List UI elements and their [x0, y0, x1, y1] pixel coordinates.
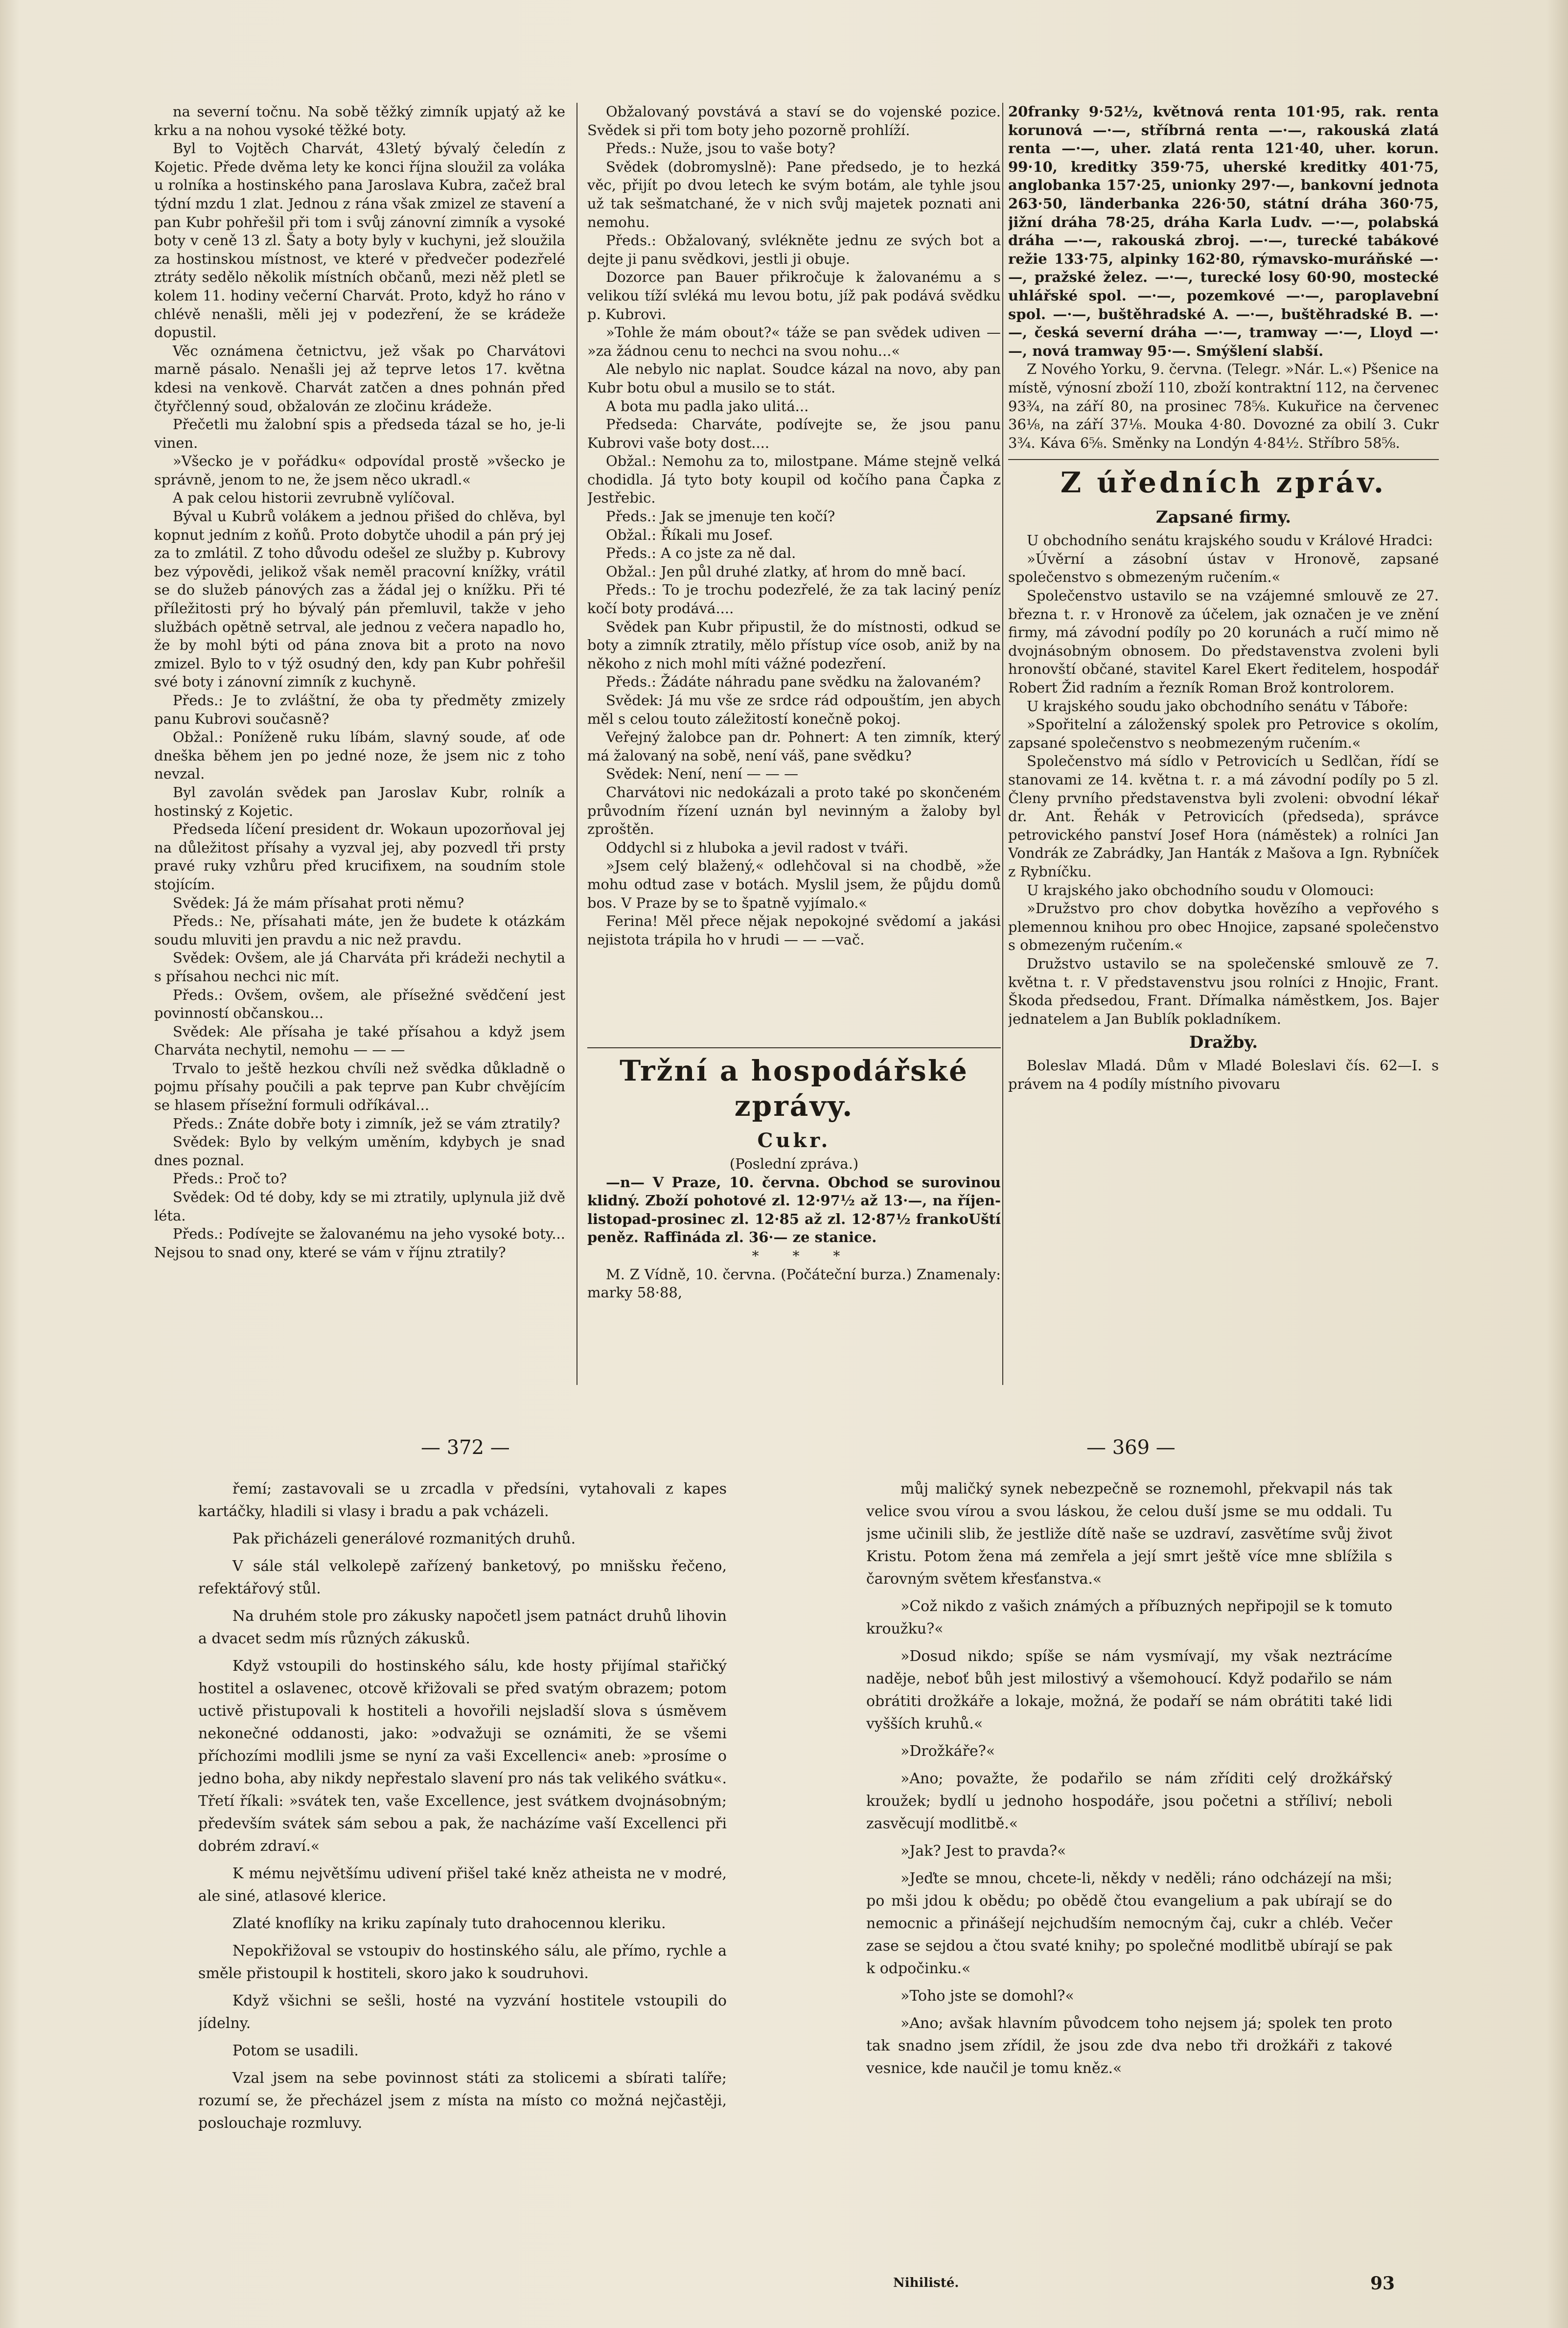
article-paragraph: Předs.: Proč to? — [173, 1170, 287, 1187]
last-report-note: (Poslední zpráva.) — [729, 1155, 859, 1172]
column-divider — [576, 103, 577, 1385]
top-column-2 — [587, 103, 1001, 1047]
article-paragraph: A pak celou historii zevrubně vylíčoval. — [173, 489, 455, 507]
firm-entry: U krajského jako obchodního soudu v Olomouci: — [1027, 881, 1374, 899]
firm-entry: »Spořitelní a záloženský spolek pro Petrovice s okolím, zapsané společenstvo s neobmezeným ručením.« — [1008, 716, 1439, 751]
footer-page-number: 93 — [1370, 2273, 1395, 2294]
book-paragraph: můj maličký synek nebezpečně se roznemohl, překvapil nás tak velice svou vírou a svou láskou, že celou duší jsme se mu oddali. Tu jsme učinili slib, že jestliže dítě naše se uzdraví, zasvětíme svůj život Kristu. Potom žena má zemřela a její smrt ještě více mne sblížila s čarovným světem křesťanstva.« — [866, 1480, 1392, 1588]
article-paragraph: Předs.: Ne, přísahati máte, jen že budete k otázkám soudu mluviti jen pravdu a nic než pravdu. — [154, 913, 565, 948]
article-paragraph: Svědek: Ale přísaha je také přísahou a když jsem Charváta nechytil, nemohu — — — — [154, 1023, 565, 1059]
market-news-section — [587, 1047, 1001, 1390]
article-paragraph: Předs.: Obžalovaný, svlékněte jednu ze svých bot a dejte ji panu svědkovi, jestli ji obuje. — [587, 232, 1001, 267]
article-paragraph: Ferina! Měl přece nějak nepokojné svědomí a jakási nejistota trápila ho v hrudi — — —vač. — [587, 913, 1001, 948]
article-paragraph: Přečetli mu žalobní spis a předseda tázal se ho, je-li vinen. — [154, 416, 565, 451]
article-paragraph: Předs.: Ovšem, ovšem, ale přísežné svědčení jest povinností občanskou... — [154, 986, 565, 1022]
article-paragraph: Předs.: A co jste za ně dal. — [606, 545, 796, 562]
article-paragraph: »Tohle že mám obout?« táže se pan svědek udiven — »za žádnou cenu to nechci na svou nohu...« — [587, 324, 1001, 359]
firm-entry: U krajského soudu jako obchodního senátu v Táboře: — [1027, 697, 1408, 715]
article-paragraph: Předs.: Podívejte se žalovanému na jeho vysoké boty... Nejsou to snad ony, které se vám v říjnu ztratily? — [154, 1225, 565, 1261]
firm-entry: U obchodního senátu krajského soudu v Králové Hradci: — [1027, 532, 1433, 549]
article-paragraph: Obžal.: Jen půl druhé zlatky, ať hrom do mně bací. — [606, 563, 967, 580]
book-paragraph: Když všichni se sešli, hosté na vyzvání hostitele vstoupili do jídelny. — [198, 1992, 727, 2032]
firm-entry: Společenstvo má sídlo v Petrovicích u Sedlčan, řídí se stanovami ze 14. května t. r. a má závodní podíly po 5 zl. Členy prvního představenstva byli zvoleni: obvodní lékař dr. Ant. Řehák v Petrovicích (předseda), správce petrovického panství Josef Hora (náměstek) a rolníci Jan Vondrák ze Zabrádky, Jan Hanták z Mašova a Ign. Rybníček z Rybníčku. — [1008, 753, 1439, 880]
article-paragraph: Svědek: Bylo by velkým uměním, kdybych je snad dnes poznal. — [154, 1133, 565, 1169]
sugar-subheading: Cukr. — [757, 1129, 831, 1152]
article-paragraph: Předs.: Nuže, jsou to vaše boty? — [606, 140, 836, 157]
article-paragraph: Předs.: Jak se jmenuje ten kočí? — [606, 508, 835, 525]
article-paragraph: Předseda: Charváte, podívejte se, že jsou panu Kubrovi vaše boty dost.... — [587, 416, 1001, 451]
top-column-3 — [1008, 103, 1439, 1385]
column-divider — [1002, 103, 1003, 1385]
firm-entry: Společenstvo ustavilo se na vzájemné smlouvě ze 27. března t. r. v Hronově za účelem, jak označen je ve znění firmy, má závodní podíly po 20 korunách a ručí mimo ně dvojnásobným obnosem. Do představenstva zvoleni byli hronovští občané, stavitel Karel Ekert ředitelem, hospodář Robert Žid radním a řezník Roman Brož kontrolorem. — [1008, 587, 1439, 696]
book-paragraph: »Toho jste se domohl?« — [900, 1987, 1074, 2005]
vienna-market-continued: 20franky 9·52½, květnová renta 101·95, rak. renta korunová —·—, stříbrná renta —·—, rakouská zlatá renta —·—, uher. zlatá renta 121·40, uher. korun. 99·10, kreditky 359·75, uherské kreditky 401·75, anglobanka 157·25, unionky 297·—, bankovní jednota 263·50, länderbanka 226·50, státní dráha 360·75, jižní dráha 78·25, dráha Karla Ludv. —·—, polabská dráha —·—, rakouská zbroj. —·—, turecké tabákové režie 133·75, alpinky 162·80, rýmavsko-muráňské —·—, pražské želez. —·—, turecké losy 60·90, mostecké uhlářské spol. —·—, pozemkové —·—, paroplavební spol. —·—, buštěhradské A. —·—, buštěhradské B. —·—, česká severní dráha —·—, tramway —·—, Lloyd —·—, nová tramway 95·—. Smýšlení slabší. — [1008, 103, 1439, 359]
book-paragraph: »Jak? Jest to pravda?« — [900, 1843, 1066, 1860]
firm-entry: »Úvěrní a zásobní ústav v Hronově, zapsané společenstvo s obmezeným ručením.« — [1008, 550, 1439, 586]
book-paragraph: V sále stál velkolepě zařízený banketový, po mnišsku řečeno, refektářový stůl. — [198, 1558, 727, 1597]
firm-entry: Družstvo ustavilo se na společenské smlouvě ze 7. května t. r. V představenstvu jsou rolníci z Hnojic, Frant. Škoda předsedou, Frant. Dřímalka náměstkem, Jos. Bajer jednatelem a Jan Bublík pokladníkem. — [1008, 955, 1439, 1027]
page-number-left: — 372 — — [421, 1436, 510, 1459]
article-paragraph: Svědek: Od té doby, kdy se mi ztratily, uplynula již dvě léta. — [154, 1189, 565, 1224]
vienna-market-report: M. Z Vídně, 10. června. (Počáteční burza.) Znamenaly: marky 58·88, — [587, 1266, 1001, 1301]
book-paragraph: K mému největšímu udivení přišel také kněz atheista ne v modré, ale siné, atlasové klerice. — [198, 1865, 727, 1905]
page-number-right: — 369 — — [1086, 1436, 1176, 1459]
book-paragraph: »Dosud nikdo; spíše se nám vysmívají, my však neztrácíme naděje, neboť bůh jest milostivý a všemohoucí. Když podařilo se nám obrátiti drožkáře a lokaje, možná, že podaří se nám obrátiti také lidi vyšších kruhů.« — [866, 1648, 1392, 1732]
auctions-subheading: Dražby. — [1189, 1033, 1258, 1053]
book-paragraph: »Drožkáře?« — [900, 1743, 995, 1760]
book-paragraph: »Ano; avšak hlavním původcem toho nejsem já; spolek ten proto tak snadno jsem zřídil, že jsou zde dva nebo tři drožkáři z takové vesnice, kde naučil je tomu kněz.« — [866, 2015, 1392, 2077]
article-paragraph: Předseda líčení president dr. Wokaun upozorňoval jej na důležitost přísahy a vyzval jej, aby pozvedl tři prsty pravé ruky vzhůru před krucifixem, na soudním stole stojícím. — [154, 821, 565, 893]
market-heading: Tržní a hospodářské zprávy. — [620, 1054, 968, 1123]
article-paragraph: Obžal.: Poníženě ruku líbám, slavný soude, ať ode dneška během jen po jedné noze, že jsem nic z toho nevzal. — [154, 729, 565, 783]
article-paragraph: Svědek: Ovšem, ale já Charváta při krádeži nechytil a s přísahou nechci nic mít. — [154, 949, 565, 985]
article-paragraph: Věc oznámena četnictvu, jež však po Charvátovi marně pásalo. Nenašli jej až teprve letos 17. května kdesi na venkově. Charvát zatčen a dnes pohnán před čtyřčlenný soud, obžalován ze zločinu krádeže. — [154, 342, 565, 415]
article-paragraph: Obžal.: Říkali mu Josef. — [606, 526, 773, 543]
article-paragraph: Předs.: Žádáte náhradu pane svědku na žalovaném? — [606, 673, 981, 691]
book-paragraph: Pak přicházeli generálové rozmanitých druhů. — [232, 1530, 576, 1547]
article-paragraph: Předs.: Je to zvláštní, že oba ty předměty zmizely panu Kubrovi současně? — [154, 692, 565, 727]
article-paragraph: Trvalo to ještě hezkou chvíli než svědka důkladně o pojmu přísahy poučili a pak teprve pan Kubr chvějícím se hlasem přísežní formuli odříkával... — [154, 1060, 565, 1114]
book-paragraph: »Ano; považte, že podařilo se nám zříditi celý drožkářský kroužek; bydlí u jednoho hospodáře, jsou početni a stříliví; neboli zasvěcují modlitbě.« — [866, 1770, 1392, 1832]
article-paragraph: »Jsem celý blažený,« odlehčoval si na chodbě, »že mohu odtud zase v botách. Myslil jsem, že půjdu domů bos. V Praze by se to špatně vyjímalo.« — [587, 857, 1001, 911]
book-paragraph: Když vstoupili do hostinského sálu, kde hosty přijímal stařičký hostitel a oslavenec, otcově křižovali se před svatým obrazem; potom uctivě přistupovali k hostiteli a hovořili nejsladší slova s úsměvem nekonečné oddanosti, jako: »odvažuji se oznámiti, že se všemi příchozími modlili jsme se nyní za vaši Excellenci« aneb: »prosíme o jedno boha, aby nikdy nepřestalo slavení pro nás tak velikého svátku«. Třetí říkali: »svátek ten, vaše Excellence, jest svátkem dvojnásobným; především svátek sám sebou a pak, že nacházíme vaší Excellenci při dobrém zdraví.« — [198, 1658, 727, 1855]
article-paragraph: Svědek (dobromyslně): Pane předsedo, je to hezká věc, přijít po dvou letech ke svým botám, ale tyhle jsou už tak sešmatchané, že v nich svůj majetek poznati ani nemohu. — [587, 158, 1001, 230]
separator-stars: * * * — [752, 1247, 855, 1264]
article-paragraph: Oddychl si z hluboka a jevil radost v tváři. — [606, 839, 909, 856]
book-paragraph: Zlaté knoflíky na kriku zapínaly tuto drahocennou kleriku. — [232, 1915, 666, 1932]
article-paragraph: Svědek pan Kubr připustil, že do místnosti, odkud se boty a zimník ztratily, mělo přístup více osob, aniž by na někoho z nich mohl míti vážné podezření. — [587, 618, 1001, 672]
article-paragraph: Obžalovaný povstává a staví se do vojenské pozice. Svědek si při tom boty jeho pozorně prohlíží. — [587, 103, 1001, 138]
article-paragraph: Svědek: Já že mám přísahat proti němu? — [173, 894, 464, 911]
article-paragraph: »Všecko je v pořádku« odpovídal prostě »všecko je správně, jenom to ne, že jsem něco ukradl.« — [154, 453, 565, 488]
firm-entry: »Družstvo pro chov dobytka hovězího a vepřového s plemennou knihou pro obec Hnojice, zapsané společenstvo s obmezeným ručením.« — [1008, 900, 1439, 954]
article-paragraph: Byl zavolán svědek pan Jaroslav Kubr, rolník a hostinský z Kojetic. — [154, 784, 565, 819]
article-paragraph: na severní točnu. Na sobě těžký zimník upjatý až ke krku a na nohou vysoké těžké boty. — [154, 103, 565, 138]
book-paragraph: »Což nikdo z vašich známých a příbuzných nepřipojil se k tomuto kroužku?« — [866, 1598, 1392, 1637]
article-paragraph: Předs.: To je trochu podezřelé, že za tak laciný peníz kočí boty prodává.... — [587, 581, 1001, 617]
registered-firms-subheading: Zapsané firmy. — [1155, 507, 1291, 528]
top-column-1 — [154, 103, 565, 1385]
book-page-right — [866, 1478, 1392, 2285]
official-news-heading: Z úředních zpráv. — [1060, 466, 1387, 500]
registered-firms-list — [1008, 531, 1439, 1028]
article-paragraph: Svědek: Já mu vše ze srdce rád odpouštím, jen abych měl s celou touto záležitostí konečně pokoj. — [587, 692, 1001, 727]
prague-market-report: —n— V Praze, 10. června. Obchod se surovinou klidný. Zboží pohotové zl. 12·97½ až 13·—, na říjen-listopad-prosinec zl. 12·85 až zl. 12·87½ frankoUští peněz. Raffináda zl. 36·— ze stanice. — [587, 1174, 1001, 1246]
book-page-left — [198, 1478, 727, 2285]
book-paragraph: Potom se usadili. — [232, 2042, 359, 2059]
article-paragraph: Svědek: Není, není — — — — [606, 765, 799, 783]
article-paragraph: A bota mu padla jako ulitá... — [606, 397, 809, 415]
article-paragraph: Předs.: Znáte dobře boty i zimník, jež se vám ztratily? — [173, 1115, 560, 1132]
book-paragraph: Nepokřižoval se vstoupiv do hostinského sálu, ale přímo, rychle a směle přistoupil k hostiteli, skoro jako k soudruhovi. — [198, 1942, 727, 1982]
article-paragraph: Býval u Kubrů volákem a jednou přišed do chlěva, byl kopnut jedním z koňů. Proto dobytče uhodil a pán prý jej za to zmlátil. Z toho důvodu odešel ze služby p. Kubrovy bez výpovědi, jelikož však neměl pracovní knížky, vrátil se do služeb pánových zas a žádal jej o knížku. Při té příležitosti prý ho bývalý pán přemluvil, takže v jeho službách opětně setrval, ale jednou z večera napadlo ho, že by mohl býti od pána znova bit a proto na novo zmizel. Bylo to v týž osudný den, kdy pan Kubr pohřešil své boty i zánovní zimník z kuchyně. — [154, 508, 565, 691]
new-york-report: Z Nového Yorku, 9. června. (Telegr. »Nár. L.«) Pšenice na místě, výnosní zboží 110, zboží kontraktní 112, na červenec 93¾, na září 80, na prosinec 78⅝. Kukuřice na červenec 36⅛, na září 37⅛. Mouka 4·80. Dovozné za obilí 3. Cukr 3¾. Káva 6⅝. Směnky na Londýn 4·84½. Stříbro 58⅝. — [1008, 361, 1439, 451]
section-rule — [1008, 459, 1439, 460]
article-paragraph: Charvátovi nic nedokázali a proto také po skončeném průvodním řízení uznán byl nevinným a žaloby byl zproštěn. — [587, 784, 1001, 838]
book-paragraph: »Jeďte se mnou, chcete-li, někdy v neděli; ráno odcházejí na mši; po mši jdou k obědu; po obědě čtou evangelium a pak ubírají se do nemocnic a přinášejí nejchudším nemocným čaj, cukr a chléb. Večer zase se sejdou a čtou svaté knihy; po společné modlitbě ubírají se pak k odpočinku.« — [866, 1870, 1392, 1977]
article-paragraph: Ale nebylo nic naplat. Soudce kázal na novo, aby pan Kubr botu obul a musilo se to stát. — [587, 361, 1001, 396]
footer-book-title: Nihilisté. — [893, 2276, 959, 2290]
article-paragraph: Byl to Vojtěch Charvát, 43letý bývalý čeledín z Kojetic. Přede dvěma lety ke konci října sloužil za voláka u rolníka a hostinského pana Jaroslava Kubra, začež bral týdní mzdu 1 zlat. Jednou z rána však zmizel ze stavení a pan Kubr pohřešil při tom i svůj zánovní zimník a vysoké boty v ceně 13 zl. Šaty a boty byly v kuchyni, jež sloužila za hostinskou místnost, ve které v předvečer podezřelé ztráty sedělo několik místních občanů, mezi něž pletl se kolem 11. hodiny večerní Charvát. Proto, když ho ráno v chlévě nenašli, měli jej v podezření, že se krádeže dopustil. — [154, 140, 565, 341]
section-rule — [587, 1047, 1001, 1048]
book-paragraph: Na druhém stole pro zákusky napočetl jsem patnáct druhů lihovin a dvacet sedm mís různých zákusků. — [198, 1608, 727, 1647]
auction-entry: Boleslav Mladá. Dům v Mladé Boleslavi čís. 62—I. s právem na 4 podíly místního pivovaru — [1008, 1057, 1439, 1092]
article-paragraph: Veřejný žalobce pan dr. Pohnert: A ten zimník, který má žalovaný na sobě, není váš, pane svědku? — [587, 729, 1001, 764]
book-paragraph: řemí; zastavovali se u zrcadla v předsíni, vytahovali z kapes kartáčky, hladili si vlasy i bradu a pak vcházeli. — [198, 1480, 727, 1520]
article-paragraph: Obžal.: Nemohu za to, milostpane. Máme stejně velká chodidla. Já tyto boty koupil od kočího pana Čapka z Jestřebic. — [587, 453, 1001, 507]
book-paragraph: Vzal jsem na sebe povinnost státi za stolicemi a sbírati talíře; rozumí se, že přecházel jsem z místa na místo co možná nejčastěji, poslouchaje rozmluvy. — [198, 2070, 727, 2132]
article-paragraph: Dozorce pan Bauer přikročuje k žalovanému a s velikou tíží svléká mu levou botu, jíž pak podává svědku p. Kubrovi. — [587, 269, 1001, 323]
